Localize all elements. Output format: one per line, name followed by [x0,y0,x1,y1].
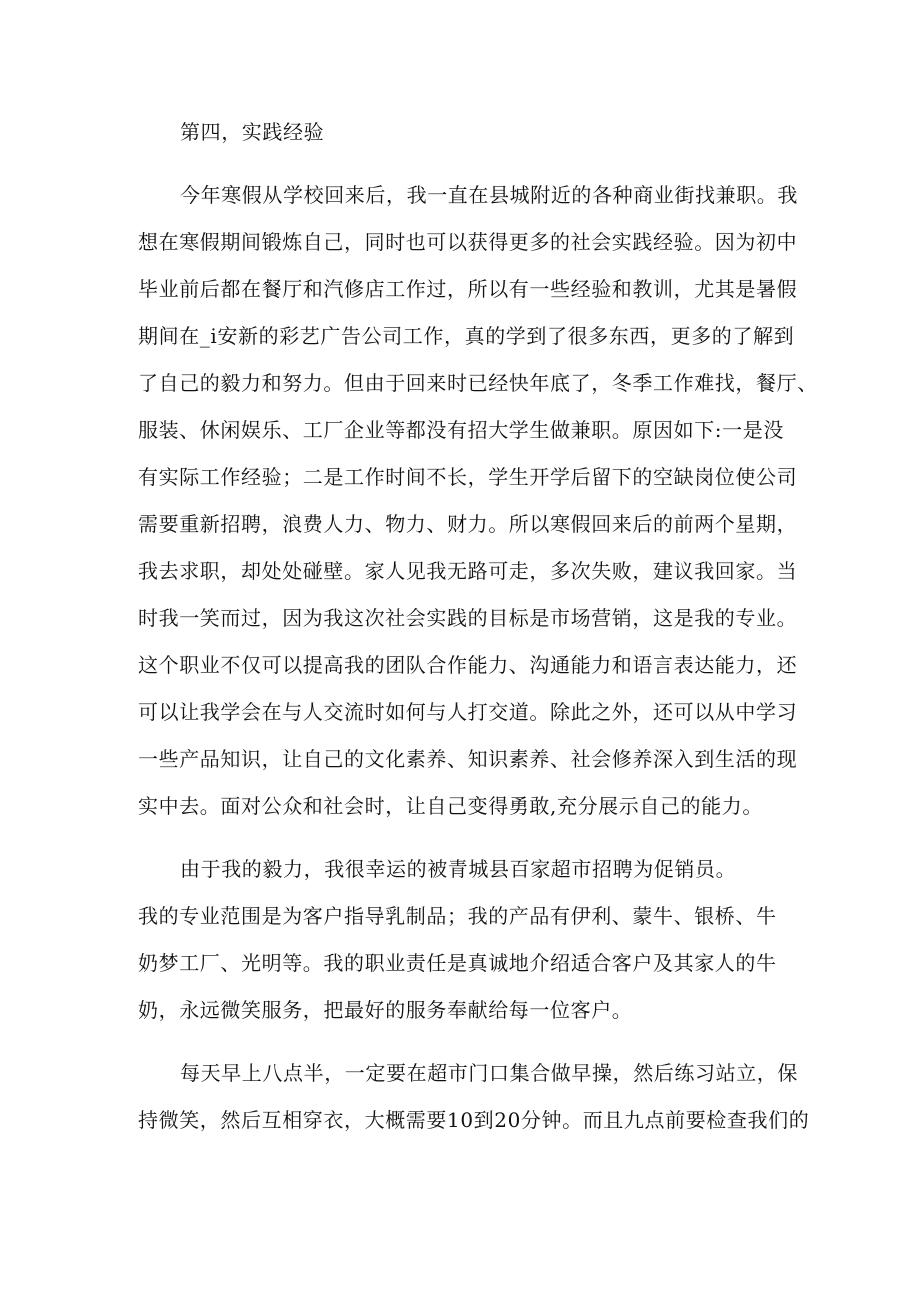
paragraph-line: 我去求职，却处处碰壁。家人见我无路可走，多次失败，建议我回家。当 [138,559,798,583]
paragraph-line: 有实际工作经验；二是工作时间不长，学生开学后留下的空缺岗位使公司 [138,465,798,489]
paragraph-line: 了自己的毅力和努力。但由于回来时已经快年底了，冬季工作难找，餐厅、 [138,371,818,395]
paragraph-line: 想在寒假期间锻炼自己，同时也可以获得更多的社会实践经验。因为初中 [138,230,798,254]
paragraph-line: 时我一笑而过，因为我这次社会实践的目标是市场营销，这是我的专业。 [138,606,798,630]
paragraph-line: 我的专业范围是为客户指导乳制品；我的产品有伊利、蒙牛、银桥、牛 [138,904,777,928]
paragraph-line: 可以让我学会在与人交流时如何与人打交道。除此之外，还可以从中学习 [138,700,798,724]
paragraph-line: 奶，永远微笑服务，把最好的服务奉献给每一位客户。 [138,998,633,1022]
paragraph-line: 每天早上八点半，一定要在超市门口集合做早操，然后练习站立，保 [180,1061,798,1085]
paragraph-line: 这个职业不仅可以提高我的团队合作能力、沟通能力和语言表达能力，还 [138,653,798,677]
paragraph-line: 毕业前后都在餐厅和汽修店工作过，所以有一些经验和教训，尤其是暑假 [138,277,798,301]
paragraph-line: 需要重新招聘，浪费人力、物力、财力。所以寒假回来后的前两个星期， [138,512,798,536]
paragraph-line: 奶梦工厂、光明等。我的职业责任是真诚地介绍适合客户及其家人的牛 [138,951,777,975]
paragraph-line: 持微笑，然后互相穿衣，大概需要10到20分钟。而且九点前要检查我们的 [138,1108,810,1132]
paragraph-line: 由于我的毅力，我很幸运的被青城县百家超市招聘为促销员。 [180,857,737,881]
paragraph-line: 实中去。面对公众和社会时，让自己变得勇敢,充分展示自己的能力。 [138,794,763,818]
paragraph-line: 服装、休闲娱乐、工厂企业等都没有招大学生做兼职。原因如下:一是没 [138,418,784,442]
section-heading: 第四，实践经验 [180,120,325,144]
paragraph-line: 今年寒假从学校回来后，我一直在县城附近的各种商业街找兼职。我 [180,183,798,207]
paragraph-line: 一些产品知识，让自己的文化素养、知识素养、社会修养深入到生活的现 [138,747,798,771]
paragraph-line: 期间在_i安新的彩艺广告公司工作，真的学到了很多东西，更多的了解到 [138,324,795,348]
